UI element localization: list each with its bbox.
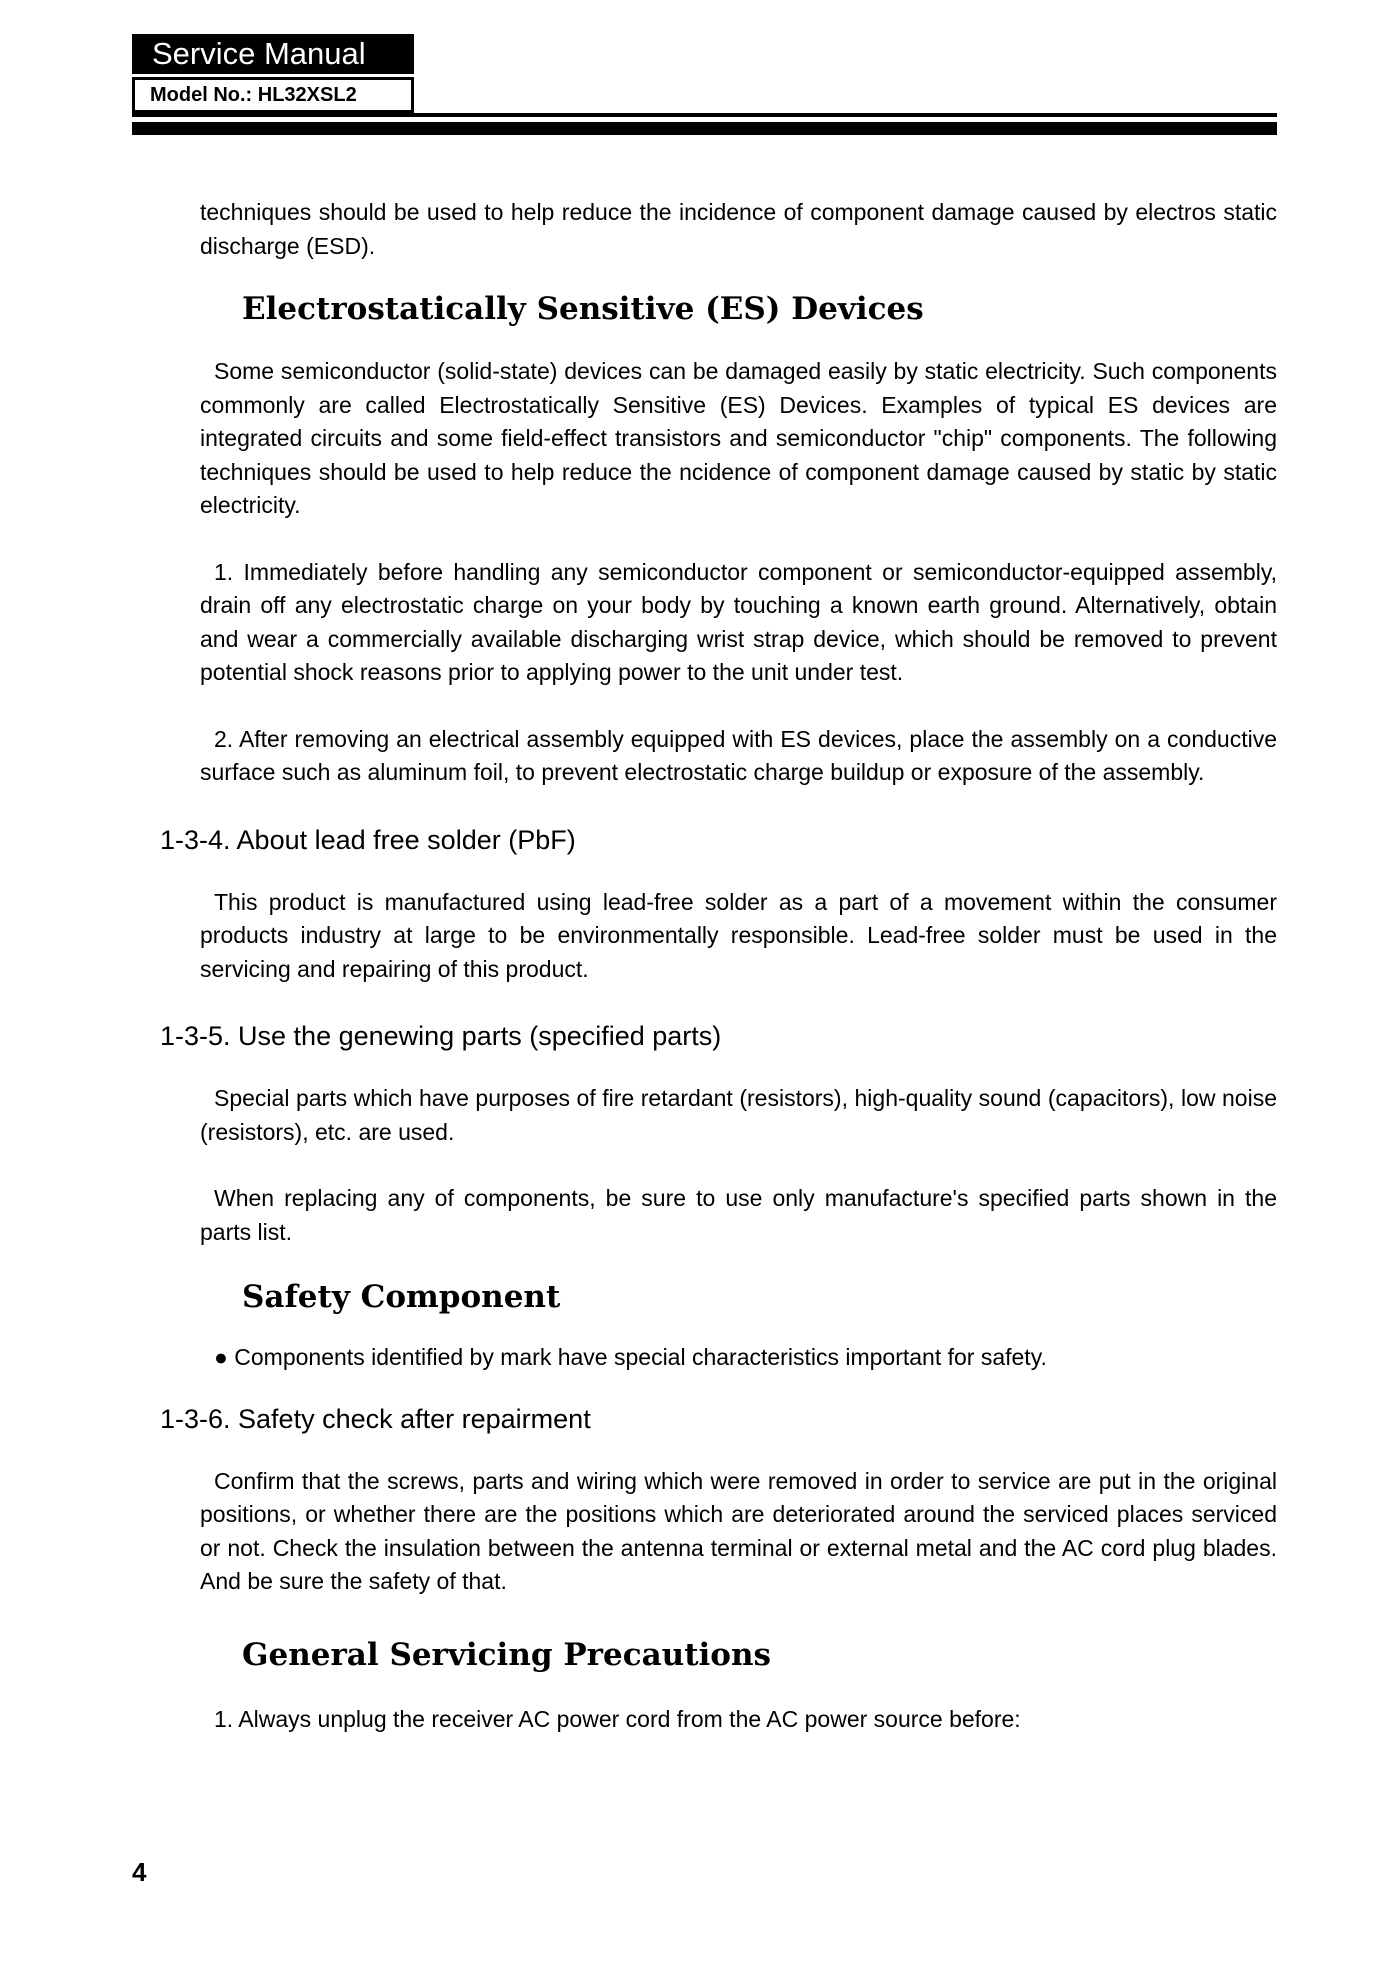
intro-paragraph: techniques should be used to help reduce the incidence of component damage caused by electros static discharge (ESD). <box>200 199 1277 259</box>
section-1-3-5-heading: 1-3-5. Use the genewing parts (specified parts) <box>160 1021 722 1051</box>
page-number: 4 <box>132 1857 147 1887</box>
model-number: Model No.: HL32XSL2 <box>132 77 414 113</box>
safety-component-heading: Safety Component <box>242 1279 561 1315</box>
lead-free-paragraph: This product is manufactured using lead-free solder as a part of a movement within the consumer products industry at large to be environmentally responsible. Lead-free solder must be used in the servicing and repairing of this product. <box>200 888 1277 982</box>
general-servicing-heading: General Servicing Precautions <box>242 1636 771 1673</box>
page-header <box>132 34 414 113</box>
es-step-1: 1. Immediately before handling any semiconductor component or semiconductor-equipped assembly, drain off any electrostatic charge on your body by touching a known earth ground. Alternatively, obtain and wear a commercially available discharging wrist strap device, which should be removed to prevent potential shock reasons prior to applying power to the unit under test. <box>200 558 1277 685</box>
es-step-2: 2. After removing an electrical assembly equipped with ES devices, place the assembly on a conductive surface such as aluminum foil, to prevent electrostatic charge buildup or exposure of the assembly. <box>200 725 1277 785</box>
header-rule-thick <box>132 122 1277 135</box>
general-servicing-item-1: 1. Always unplug the receiver AC power cord from the AC power source before: <box>214 1705 1021 1732</box>
header-rule-thin <box>132 113 1277 117</box>
safety-bullet: ● Components identified by mark have special characteristics important for safety. <box>214 1344 1047 1370</box>
page-content <box>160 196 1277 1736</box>
safety-check-paragraph: Confirm that the screws, parts and wiring which were removed in order to service are put in the original positions, or whether there are the positions which are deteriorated around the serviced places serviced or not. Check the insulation between the antenna terminal or external metal and the AC cord plug blades. And be sure the safety of that. <box>200 1467 1277 1594</box>
section-1-3-6-heading: 1-3-6. Safety check after repairment <box>160 1403 591 1434</box>
special-parts-paragraph: Special parts which have purposes of fire retardant (resistors), high-quality sound (capacitors), low noise (resistors), etc. are used. <box>200 1085 1277 1145</box>
replacing-components-paragraph: When replacing any of components, be sure to use only manufacture's specified parts shown in the parts list. <box>200 1185 1277 1245</box>
es-devices-heading: Electrostatically Sensitive (ES) Devices <box>242 291 924 327</box>
es-devices-paragraph: Some semiconductor (solid-state) devices can be damaged easily by static electricity. Such components commonly are called Electrostatically Sensitive (ES) Devices. Examples of typical ES devices are integrated circuits and some field-effect transistors and semiconductor "chip" components. The following techniques should be used to help reduce the ncidence of component damage caused by static by static electricity. <box>200 358 1277 518</box>
manual-title: Service Manual <box>132 34 414 74</box>
section-1-3-4-heading: 1-3-4. About lead free solder (PbF) <box>160 824 576 855</box>
